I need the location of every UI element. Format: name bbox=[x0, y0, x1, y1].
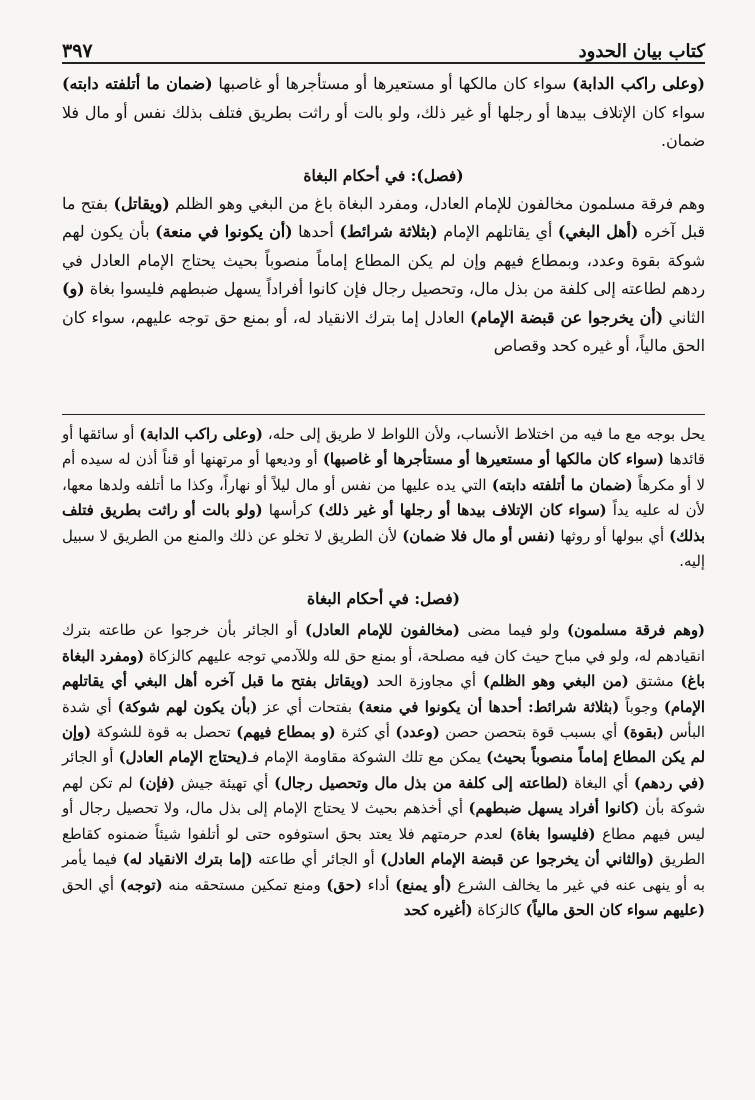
main-paragraph-rebels bbox=[62, 190, 705, 361]
text-bold: (وعلى راكب الدابة) bbox=[139, 426, 263, 443]
text-bold: (بثلاثة شرائط: أحدها أن يكونوا في منعة) bbox=[358, 698, 620, 716]
text-bold: (يحتاج الإمام العادل) bbox=[118, 749, 248, 767]
text-bold: (والثاني أن يخرجوا عن قبضة الإمام العادل) bbox=[380, 851, 654, 869]
text-span: سواء كان الإتلاف بيدها أو رجلها أو غير ذلك، ولو بالت أو راثت بطريق فتلف بذلك نفس أو مال فلا ضمان. bbox=[62, 102, 705, 150]
text-span: بفتحات أي عز bbox=[257, 698, 358, 716]
main-paragraph-riding-animal bbox=[62, 70, 705, 156]
text-bold: (أو يمنع) bbox=[395, 876, 452, 894]
text-bold: (توجه) bbox=[119, 876, 163, 894]
page-number: ٣٩٧ bbox=[62, 40, 93, 62]
text-bold: (سواء كان الإتلاف بيدها أو رجلها أو غير ذلك) bbox=[317, 502, 607, 520]
text-bold: (ويقاتل بفتح ما قبل آخره أهل البغي أي يقاتلهم الإمام) bbox=[62, 673, 705, 716]
text-span: أي ببولها أو روثها bbox=[555, 527, 670, 545]
text-bold: (بأن يكون لهم شوكة) bbox=[117, 698, 258, 716]
text-bold: (فليسوا بغاة) bbox=[509, 825, 596, 843]
text-bold: (نفس أو مال فلا ضمان) bbox=[402, 527, 556, 545]
text-bold: (أغيره كحد bbox=[403, 901, 473, 919]
text-bold: (ولو بالت أو راثت بطريق فتلف بذلك) bbox=[62, 502, 705, 545]
text-span: كالزكاة bbox=[472, 901, 526, 919]
text-bold: (عليهم سواء كان الحق مالياً) bbox=[525, 901, 705, 919]
text-span: التي يده عليها من نفس أو مال ليلاً أو نهاراً، وكذا ما أتلفه ولدها معها، لأن له عليه يداً bbox=[62, 476, 705, 520]
text-span: فيما يأمر به أو ينهى عنه في غير ما يخالف الشرع bbox=[62, 851, 705, 894]
commentary-divider bbox=[62, 414, 705, 415]
text-span: أي كثرة bbox=[335, 724, 396, 742]
text-span: لعدم حرمتهم فلا يعتد بحق استوفوه حتى لو أتلفوا شيئاً ضمنوه كقاطع الطريق bbox=[62, 825, 705, 869]
text-span: أي شدة البأس bbox=[62, 698, 706, 742]
text-span: أي يقاتلهم الإمام bbox=[437, 222, 558, 241]
page-header bbox=[62, 28, 705, 64]
text-span: بأن يكون لهم شوكة بقوة وعدد، وبمطاع فيهم وإن لم يكن المطاع إماماً منصوباً بحيث يحتاج الإمام العادل في ردهم لطاعته إلى كلفة من بذل مال، وتحصيل رجال فإن كانوا أفراداً يسهل ضبطهم فليسوا بغاة bbox=[62, 222, 705, 298]
text-bold: (سواء كان مالكها أو مستعيرها أو مستأجرها أو غاصبها) bbox=[322, 451, 664, 469]
main-section-heading: (فصل): في أحكام البغاة bbox=[303, 165, 464, 185]
text-span: يمكن مع تلك الشوكة مقاومة الإمام فـ bbox=[247, 749, 487, 767]
text-span: لأن الطريق لا تخلو عن ذلك والمنع من الطريق لا سبيل إليه. bbox=[62, 527, 705, 571]
text-span: أي مجاوزة الحد bbox=[369, 673, 483, 691]
main-text bbox=[62, 70, 705, 361]
text-bold: (و بمطاع فيهم) bbox=[236, 724, 336, 742]
text-bold: (وعدد) bbox=[395, 724, 440, 742]
text-span: أو الجائر أي طاعته bbox=[252, 851, 381, 869]
text-bold: (من البغي وهو الظلم) bbox=[482, 673, 629, 691]
commentary-paragraph-rebels bbox=[62, 618, 705, 923]
text-bold: (ضمان ما أتلفته دابته) bbox=[491, 476, 633, 494]
text-bold: (مخالفون للإمام العادل) bbox=[305, 622, 460, 640]
text-span: أو سائقها أو قائدها bbox=[62, 426, 705, 469]
text-bold: (أهل البغي) bbox=[557, 222, 639, 241]
text-bold: (أن يخرجوا عن قبضة الإمام) bbox=[470, 307, 664, 327]
text-span: الثاني bbox=[663, 307, 706, 327]
text-span: تحصل به قوة للشوكة bbox=[91, 724, 237, 742]
text-bold: (في ردهم) bbox=[633, 774, 706, 792]
text-bold: (لطاعته إلى كلفة من بذل مال وتحصيل رجال) bbox=[274, 774, 569, 792]
text-span: أي أخذهم بحيث لا يحتاج الإمام إلى بذل مال، ولا تحصيل رجال أو ليس فيهم مطاع bbox=[62, 800, 705, 843]
text-bold: (إما بترك الانقياد له) bbox=[122, 851, 253, 869]
text-bold: (أن يكونوا في منعة) bbox=[155, 222, 293, 241]
text-span: وجوباً bbox=[619, 698, 664, 716]
text-bold: (بثلاثة شرائط) bbox=[339, 222, 438, 241]
text-bold: (حق) bbox=[326, 876, 362, 894]
text-span: مشتق bbox=[628, 673, 681, 691]
text-span: أي الحق bbox=[62, 876, 120, 894]
text-span: أو الجائر bbox=[62, 749, 119, 767]
text-span: لم تكن لهم شوكة بأن bbox=[62, 774, 705, 818]
commentary-paragraph-riding-animal bbox=[62, 422, 705, 574]
text-span: أي بسبب قوة بتحصن حصن bbox=[439, 724, 623, 742]
text-bold: (ويقاتل) bbox=[113, 193, 170, 213]
text-span: العادل إما بترك الانقياد له، أو بمنع حق توجه عليهم، سواء كان الحق مالياً، أو غيره كحد وقصاص bbox=[62, 307, 705, 355]
text-span: ومنع تمكين مستحقه منه bbox=[162, 876, 327, 894]
text-bold: (بقوة) bbox=[622, 724, 664, 742]
text-bold: (وإن لم يكن المطاع إماماً منصوباً بحيث) bbox=[62, 724, 705, 767]
commentary-text bbox=[62, 422, 705, 923]
text-bold: (ومفرد البغاة باغ) bbox=[62, 647, 705, 691]
text-bold: (وهم فرقة مسلمون) bbox=[566, 622, 705, 640]
text-span: وهم فرقة مسلمون مخالفون للإمام العادل، ومفرد البغاة باغ من البغي وهو الظلم bbox=[169, 193, 705, 213]
text-span: يحل بوجه مع ما فيه من اختلاط الأنساب، ولأن اللواط لا طريق إلى حله، bbox=[262, 426, 705, 443]
text-span: أو الجائر بأن خرجوا عن طاعته بترك انقيادهم له، ولو في مباح حيث كان فيه مصلحة، أو بمنع حق لله وللآدمي توجه عليهم كالزكاة bbox=[62, 622, 706, 665]
text-span: أحدها bbox=[292, 222, 340, 241]
page bbox=[62, 28, 705, 361]
text-span: كرأسها bbox=[262, 502, 318, 520]
text-span: أداء bbox=[361, 876, 396, 894]
commentary-section-heading: (فصل: في أحكام البغاة bbox=[307, 589, 460, 609]
text-span: ولو فيما مضى bbox=[459, 622, 567, 640]
text-bold: (ضمان ما أتلفته دابته) bbox=[62, 74, 213, 93]
text-span: سواء كان مالكها أو مستعيرها أو مستأجرها أو غاصبها bbox=[212, 74, 573, 93]
text-bold: (كانوا أفراد يسهل ضبطهم) bbox=[468, 800, 640, 818]
text-span: أي البغاة bbox=[568, 774, 634, 792]
text-bold: (فإن) bbox=[138, 774, 175, 792]
running-title: كتاب بيان الحدود bbox=[578, 41, 705, 62]
text-bold: (و) bbox=[62, 279, 85, 298]
text-span: أو وديعها أو مرتهنها أو قناً أذن له سيده أم لا أو مكرهاً bbox=[62, 451, 705, 494]
text-bold: (وعلى راكب الدابة) bbox=[572, 74, 705, 93]
text-span: أي تهيئة جيش bbox=[174, 774, 275, 792]
text-span: بفتح ما قبل آخره bbox=[62, 193, 705, 241]
